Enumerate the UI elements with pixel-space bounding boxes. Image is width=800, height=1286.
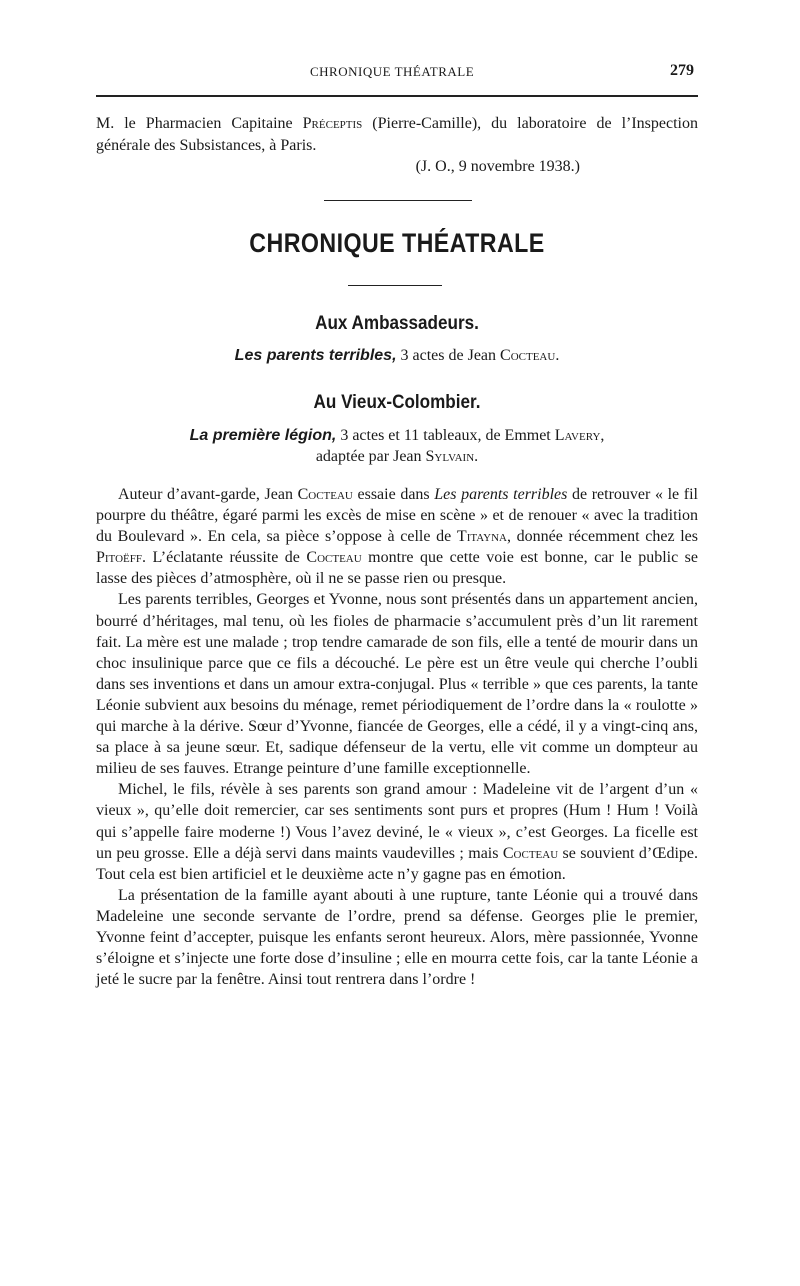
p1-text-e: . L’éclatante réussite de (141, 549, 307, 567)
title-underline-rule (348, 285, 442, 286)
p3-author-cocteau: Cocteau (502, 844, 559, 862)
p1-text-c: de retrouver « le fil pourpre du théâtre, égaré parmi les excès de mise en scène » et de renouer « avec la tradition du Boulevard ». En cela, sa pièce s’oppose à celle de (96, 486, 698, 546)
review-body (96, 484, 698, 990)
play-title-1: Les parents terribles, (234, 347, 397, 364)
p1-text-b: essaie dans (352, 486, 435, 503)
paragraph-2: Les parents terribles, Georges et Yvonne, nous sont présentés dans un appartement ancien, bourré d’héritages, mal tenu, où les fioles de pharmacie s’accumulent près d’un lit rarement fait. La mère est une malade ; trop tendre camarade de son fils, elle a tenté de mourir dans un choc insulinique parce que ce fils a découché. Le père est un être veule qui cherche l’oubli dans ses inventions et dans un amour extra-conjugal. Plus « terrible » que ces parents, la tante Léonie subvient aux besoins du ménage, remet périodiquement de l’ordre dans la « roulotte » qui marche à la dérive. Sœur d’Yvonne, fiancée de Georges, elle a cédé, il y a vingt-cinq ans, sa place à sa jeune sœur. Et, sadique défenseur de la vertu, elle vit comme un dompteur au milieu de ses fauves. Etrange peinture d’une famille exceptionnelle. (96, 591, 698, 778)
p1-text-a: Auteur d’avant-garde, Jean (118, 486, 298, 503)
play-details-2: 3 actes et 11 tableaux, de Emmet (336, 427, 555, 444)
p1-author-cocteau-2: Cocteau (306, 549, 362, 567)
notice-text (96, 113, 698, 156)
p1-name-pitoeff: Pitoëff (96, 549, 142, 567)
p1-text-d: , donnée récemment chez les (506, 528, 699, 546)
play-end-1: . (555, 347, 560, 364)
adaptation-prefix: adaptée par Jean (315, 448, 426, 465)
play-author-2: Lavery (554, 427, 601, 444)
play-title-2: La première légion, (189, 427, 337, 444)
play-details-1: 3 actes de Jean (396, 347, 501, 364)
paragraph-1 (96, 484, 698, 589)
appointment-notice (96, 113, 698, 178)
separator-rule (324, 200, 472, 201)
running-title: CHRONIQUE THÉATRALE (310, 64, 475, 79)
paragraph-3 (96, 779, 698, 884)
notice-text-start: M. le Pharmacien Capitaine (96, 115, 303, 132)
notice-name: Préceptis (302, 115, 363, 132)
play-line-2 (96, 425, 698, 467)
notice-citation: (J. O., 9 novembre 1938.) (415, 158, 580, 175)
play-end-2: . (474, 448, 479, 465)
page-number: 279 (670, 62, 694, 79)
paragraph-4: La présentation de la famille ayant abouti à une rupture, tante Léonie qui a trouvé dans Madeleine une seconde servante de l’ordre, prend sa défense. Georges plie le premier, Yvonne feint d’accepter, puisque les enfants seront heureux. Alors, mère passionnée, Yvonne s’éloigne et s’injecte une forte dose d’insuline ; elle en mourra cette fois, car la tante Léonie a jeté le sucre par la fenêtre. Ainsi tout rentrera dans l’ordre ! (96, 886, 698, 989)
venue-heading-1: Aux Ambassadeurs. (315, 313, 479, 334)
section-title: CHRONIQUE THÉATRALE (249, 228, 545, 258)
play-line-1 (96, 345, 698, 366)
venue-heading-2: Au Vieux-Colombier. (313, 392, 481, 413)
p1-author-titayna: Titayna (456, 528, 507, 546)
header-rule (96, 95, 698, 97)
p1-author-cocteau: Cocteau (297, 486, 353, 503)
play-details-2b: , (600, 427, 605, 444)
adapter-name: Sylvain (425, 448, 475, 465)
p3-text-b: se souvient d’Œdipe. Tout cela est bien artificiel et le deuxième acte n’y gagne pas en émotion. (96, 844, 698, 883)
notice-text-rest: (Pierre-Camille), du laboratoire de l’Inspection générale des Subsistances, à Paris. (96, 115, 699, 154)
p1-play-title: Les parents terribles (434, 486, 568, 503)
running-head (96, 62, 698, 86)
p3-text-a: Michel, le fils, révèle à ses parents son grand amour : Madeleine vit de l’argent d’un « vieux », qu’elle doit remercier, car ses sentiments sont purs et propres (Hum ! Hum ! Voilà qui s’appelle faire moderne !) Vous l’avez deviné, le « vieux », c’est Georges. La ficelle est un peu grosse. Elle a déjà servi dans maints vaudevilles ; mais (96, 781, 698, 862)
play-author-1: Cocteau (500, 347, 556, 364)
p1-text-f: montre que cette voie est bonne, car le public se lasse des pièces d’atmosphère, où il ne se passe rien ou presque. (96, 549, 699, 588)
